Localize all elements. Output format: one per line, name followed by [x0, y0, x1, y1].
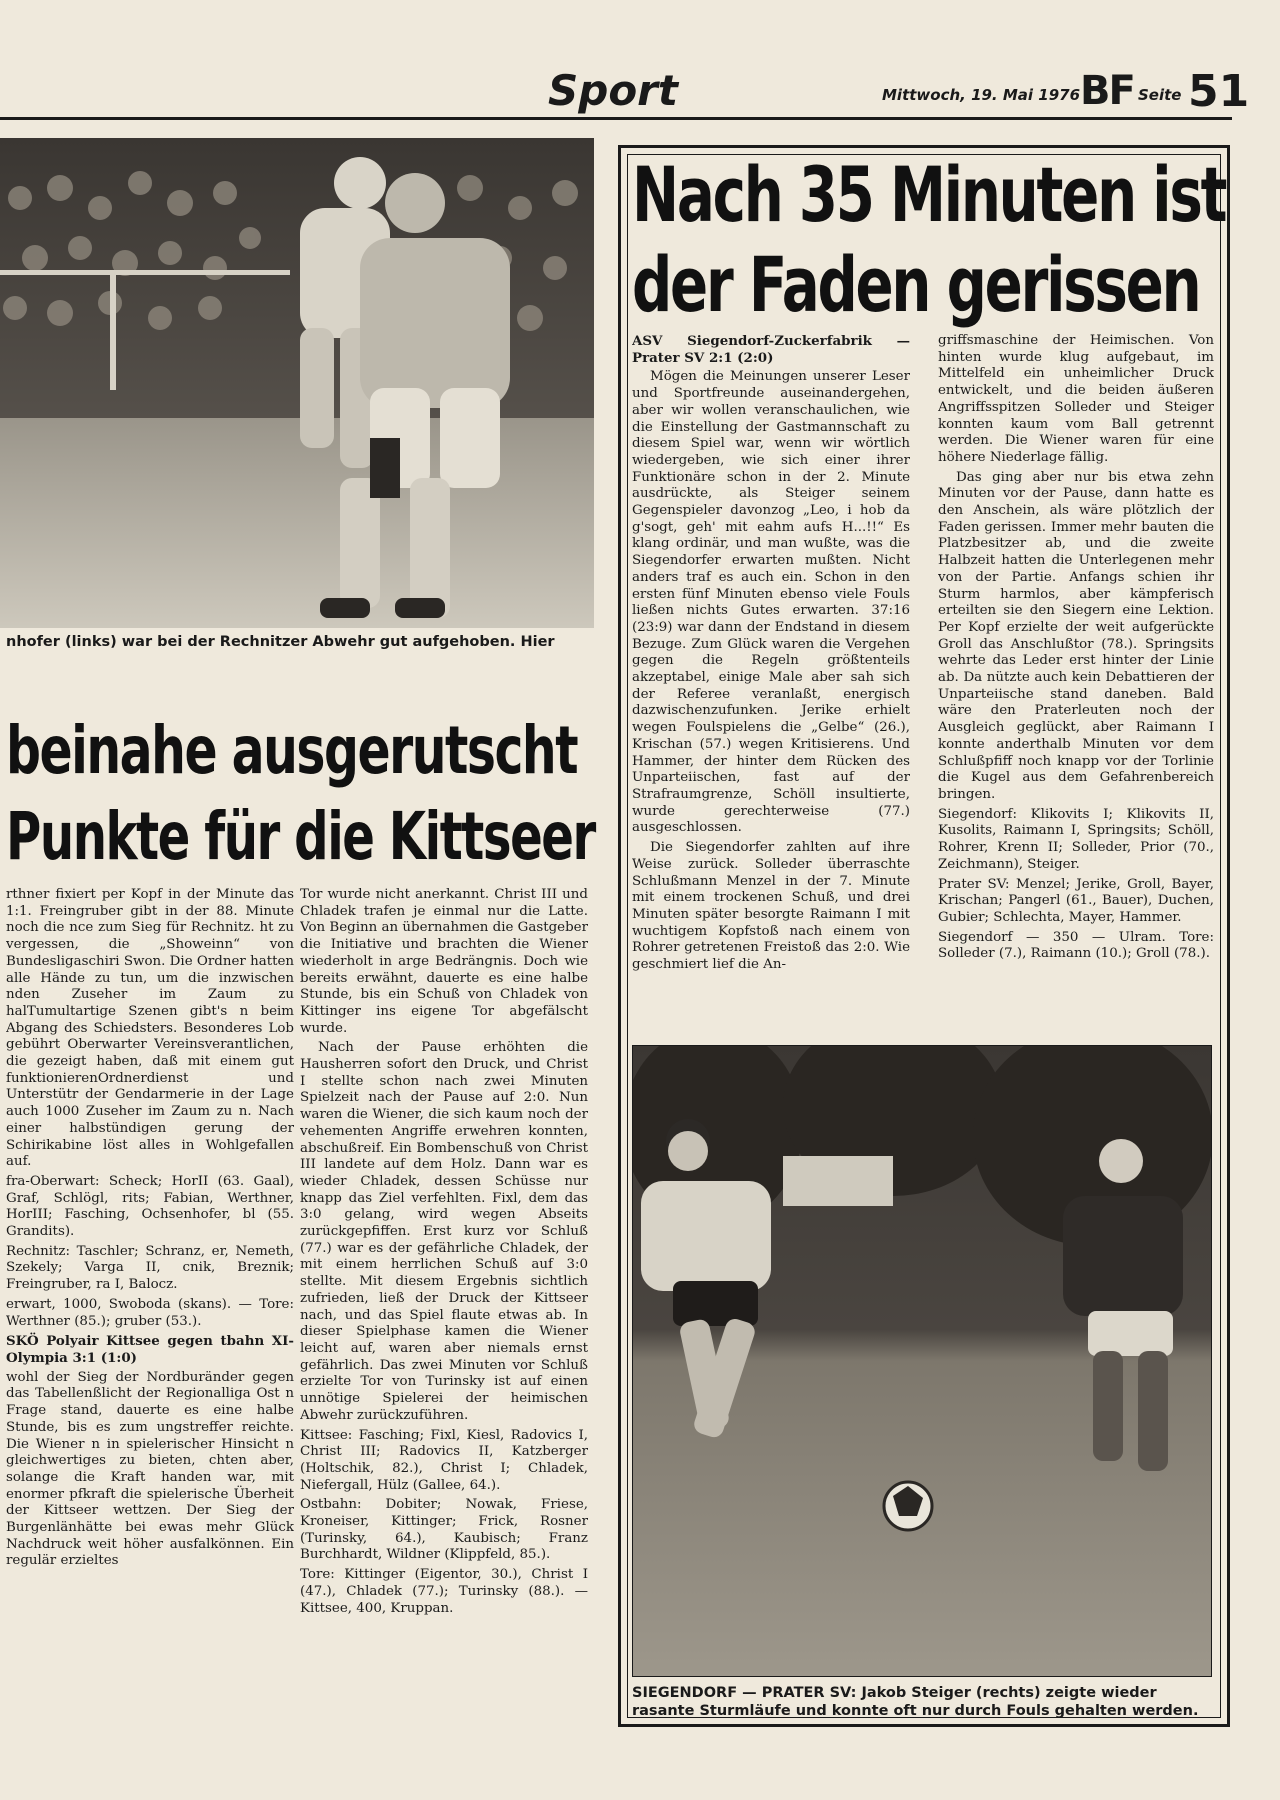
page-number: 51: [1188, 66, 1250, 117]
right-article-column-2: [938, 333, 1214, 1043]
issue-date: Mittwoch, 19. Mai 1976: [882, 86, 1081, 104]
right-subhead: ASV Siegendorf-Zuckerfabrik — Prater SV 2:1 (2:0): [632, 333, 910, 366]
right-headline-line2: der Faden gerissen: [632, 240, 1200, 329]
right-photo-caption: SIEGENDORF — PRATER SV: Jakob Steiger (rechts) zeigte wieder rasante Sturmläufe und konnte oft nur durch Fouls gehalten werden.: [632, 1685, 1199, 1719]
right-col2-paragraph-2: Das ging aber nur bis etwa zehn Minuten vor der Pause, dann hatte es den Anschein, als wäre plötzlich der Faden gerissen. Immer mehr bauten die Platzbesitzer ab, und die zweite Halbzeit hatten die Unterlegenen mehr von der Partie. Anfangs schien ihr Sturm harmlos, aber kämpferisch erteilten sie den Siegern eine Lektion. Per Kopf erzielte der weit aufgerückte Groll das Anschlußtor (78.). Springsits wehrte das Leder erst hinter der Linie ab. Da nützte auch kein Debattieren der Unparteiische stand daneben. Bald wäre den Praterleuten noch der Ausgleich geglückt, aber Raimann I konnte anderthalb Minuten vor dem Schlußpfiff noch knapp vor der Torlinie die Kugel aus dem Gefahrenbereich bringen.: [938, 469, 1214, 802]
left-col1-paragraph-2: wohl der Sieg der Nordburänder gegen das Tabellenßlicht der Regionalliga Ost n Frage stand, dauerte es eine halbe Stunde, bis es zum ungstreffer reichte. Die Wiener n in spielerischer Hinsicht n gleichwertiges zu bieten, chten aber, solange die Kraft handen war, mit enormer pfkraft die spielerische Überheit der Kittseer wettzen. Der Sieg der Burgenlänhätte bei ewas mehr Glück Nachdruck weit höher ausfalkönnen. Ein regulär erzieltes: [6, 1369, 294, 1569]
left-col1-paragraph: rthner fixiert per Kopf in der Minute das 1:1. Freingruber gibt in der 88. Minute noch die nce zum Sieg für Rechnitz. ht zu vergessen, die „Showeinn“ von Bundesligaschiri Swon. Die Ordner hatten alle Hände zu tun, um die inzwischen nden Zuseher im Zaum zu halTumultartige Szenen gibt's n beim Abgang des Schiedsters. Besonderes Lob gebührt Oberwarter Vereinsverantlichen, die gezeigt haben, daß mit einem gut funktionierenOrdnerdienst und Unterstütr der Gendarmerie in der Lage auch 1000 Zuseher im Zaum zu n. Nach einer halbstündigen gerung der Schirikabine löst alles in Wohlgefallen auf.: [6, 887, 294, 1170]
left-col2-paragraph-1: Tor wurde nicht anerkannt. Christ III und Chladek trafen je einmal nur die Latte. Von Beginn an übernahmen die Gastgeber die Initiative und brachten die Wiener wiederholt in arge Bedrängnis. Doch wie bereits erwähnt, dauerte es eine halbe Stunde, bis ein Schuß von Chladek von Kittinger ins eigene Tor abgefälscht wurde.: [300, 887, 588, 1036]
right-col2-lineup-tore: Siegendorf — 350 — Ulram. Tore: Solleder (7.), Raimann (10.); Groll (78.).: [938, 929, 1214, 962]
left-col2-paragraph-2: Nach der Pause erhöhten die Hausherren sofort den Druck, und Christ I stellte schon nach zwei Minuten Spielzeit nach der Pause auf 2:0. Nun waren die Wiener, die sich kaum noch der vehementen Angriffe erwehren konnten, abschußreif. Ein Bombenschuß von Christ III landete auf dem Holz. Dann war es wieder Chladek, dessen Schüsse nur knapp das Ziel verfehlten. Fixl, dem das 3:0 gelang, wird wegen Abseits zurückgepfiffen. Erst kurz vor Schluß (77.) war es der gefährliche Chladek, der mit einem herrlichen Schuß auf 3:0 stellte. Mit diesem Ergebnis sichtlich zufrieden, ließ der Druck der Kittseer nach, und das Spiel flaute etwas ab. In dieser Spielphase kamen die Wiener leicht auf, waren aber niemals ernst gefährlich. Das zwei Minuten vor Schluß erzielte Tor von Turinsky ist auf einen unnötige Spielerei der heimischen Abwehr zurückzuführen.: [300, 1040, 588, 1423]
page-label: Seite: [1138, 86, 1182, 104]
left-article-column-2: [300, 887, 588, 1767]
right-article-column-1: [632, 333, 910, 1053]
right-col1-paragraph-1: Mögen die Meinungen unserer Leser und Sportfreunde auseinandergehen, aber wir wollen veranschaulichen, wie die Einstellung der Gastmannschaft zu diesem Spiel war, wenn wir wörtlich wiedergeben, wie sich einer ihrer Funktionäre schon in der 2. Minute ausdrückte, als Steiger seinem Gegenspieler davonzog „Leo, i hob da g'sogt, geh' mit eahm aufs H...!!“ Es klang ordinär, und man wußte, was die Siegendorfer erwarten mußten. Nicht anders traf es auch ein. Schon in den ersten fünf Minuten ebenso viele Fouls ließen nichts Gutes erwarten. 37:16 (23:9) war dann der Endstand in diesem Bezuge. Zum Glück waren die Vergehen gegen die Regeln größtenteils akzeptabel, einige Male aber sah sich der Referee veranlaßt, energisch dazwischenzufunken. Jerike erhielt wegen Foulspielens die „Gelbe“ (26.), Krischan (57.) wegen Kritisierens. Und Hammer, der hinter dem Rücken des Unparteiischen, fast auf der Strafraumgrenze, Schöll insultierte, wurde gerechterweise (77.) ausgeschlossen.: [632, 369, 910, 836]
right-headline-line1: Nach 35 Minuten ist: [632, 150, 1226, 239]
right-col1-paragraph-2: Die Siegendorfer zahlten auf ihre Weise zurück. Solleder überraschte Schlußmann Menzel in der 7. Minute mit einem trockenen Schuß, und drei Minuten später besorgte Raimann I mit wuchtigem Kopfstoß nach einem von Rohrer getretenen Freistoß das 2:0. Wie geschmiert lief die An-: [632, 840, 910, 973]
left-photo-soccer-players: [0, 138, 594, 628]
right-col2-lineup-prater: Prater SV: Menzel; Jerike, Groll, Bayer, Krischan; Pangerl (61., Bauer), Duchen, Gubier; Schlechta, Mayer, Hammer.: [938, 876, 1214, 925]
right-col2-lineup-siegendorf: Siegendorf: Klikovits I; Klikovits II, Kusolits, Raimann I, Springsits; Schöll, Rohrer, Krenn II; Solleder, Prior (70., Zeichmann), Steiger.: [938, 806, 1214, 872]
page-header: [0, 62, 1250, 117]
left-headline-line2: Punkte für die Kittseer: [6, 798, 595, 875]
left-headline-line1: beinahe ausgerutscht: [6, 712, 578, 789]
newspaper-logo: BF: [1080, 68, 1134, 114]
left-col2-lineup-ostbahn: Ostbahn: Dobiter; Nowak, Friese, Kroneiser, Kittinger; Frick, Rosner (Turinsky, 64.), Kaubisch; Franz Burchhardt, Wildner (Klippfeld, 85.).: [300, 1497, 588, 1563]
left-col2-lineup-kittsee: Kittsee: Fasching; Fixl, Kiesl, Radovics I, Christ III; Radovics II, Katzberger (Holtschik, 82.), Christ I; Chladek, Niefergall, Hülz (Gallee, 64.).: [300, 1427, 588, 1493]
right-photo-steiger: [632, 1045, 1212, 1677]
left-photo-caption: nhofer (links) war bei der Rechnitzer Abwehr gut aufgehoben. Hier: [6, 634, 555, 650]
right-col2-paragraph-1: griffsmaschine der Heimischen. Von hinten wurde klug aufgebaut, im Mittelfeld ein unheimlicher Druck entwickelt, und die beiden äußeren Angriffsspitzen Solleder und Steiger konnten kaum vom Ball getrennt werden. Die Wiener waren für eine höhere Niederlage fällig.: [938, 333, 1214, 465]
left-col1-lineup-oberwart: fra-Oberwart: Scheck; HorII (63. Gaal), Graf, Schlögl, rits; Fabian, Werthner, HorIII; Fasching, Ochsenhofer, bl (55. Grandits).: [6, 1173, 294, 1240]
left-col1-subhead: SKÖ Polyair Kittsee gegen tbahn XI-Olympia 3:1 (1:0): [6, 1333, 294, 1366]
left-col1-lineup-rechnitz: Rechnitz: Taschler; Schranz, er, Nemeth, Szekely; Varga II, cnik, Breznik; Freingruber, ra I, Balocz.: [6, 1243, 294, 1293]
left-article-column-1: [6, 887, 294, 1767]
section-title: Sport: [548, 66, 678, 115]
left-col1-lineup-score: erwart, 1000, Swoboda (skans). — Tore: Werthner (85.); gruber (53.).: [6, 1296, 294, 1329]
left-col2-lineup-tore: Tore: Kittinger (Eigentor, 30.), Christ I (47.), Chladek (77.); Turinsky (88.). — Kittsee, 400, Kruppan.: [300, 1567, 588, 1616]
header-rule: [0, 117, 1232, 120]
